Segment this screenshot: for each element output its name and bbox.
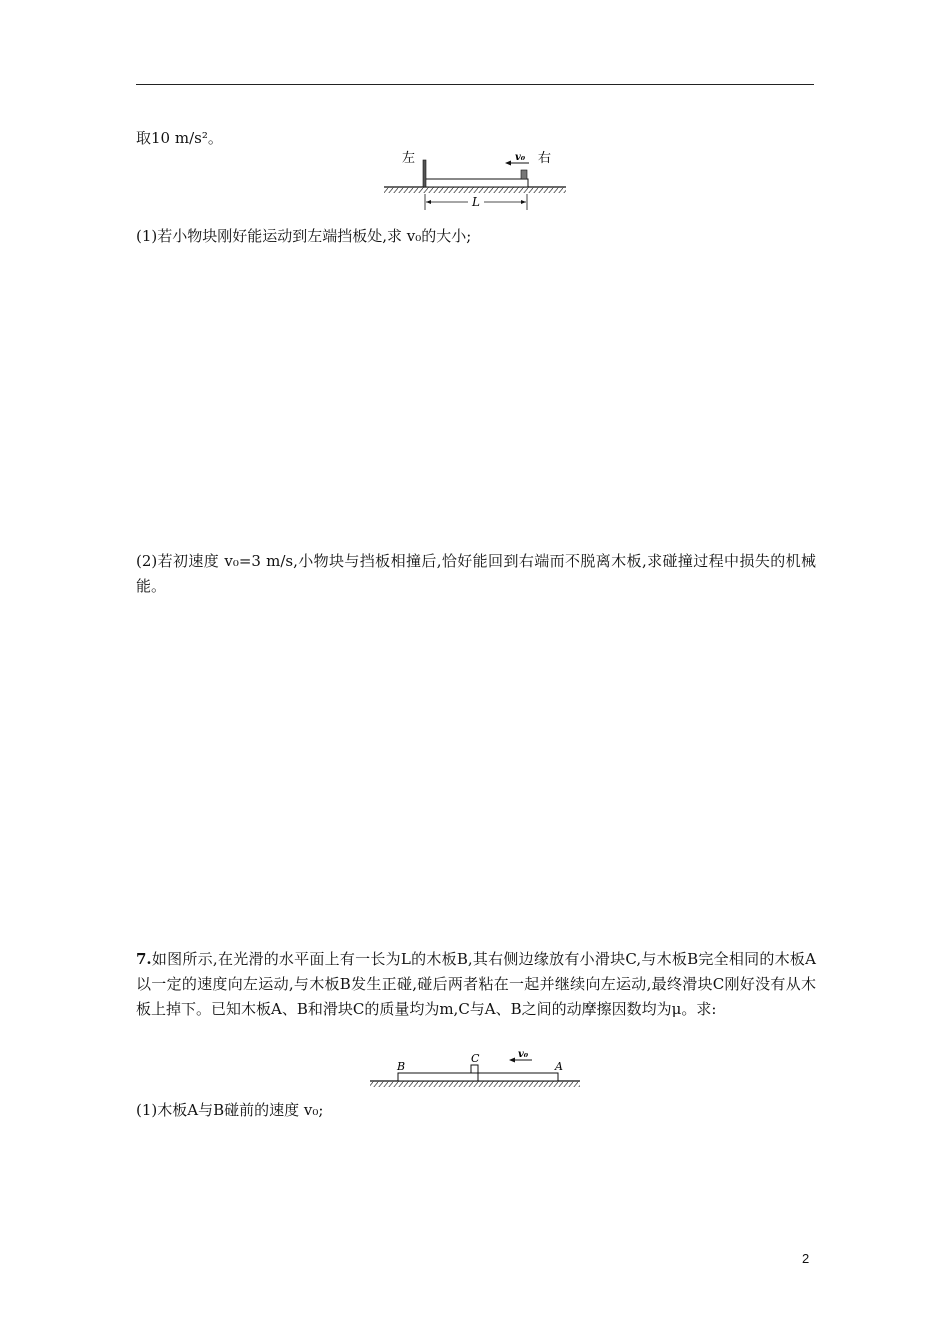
ground-hatching [384, 187, 566, 193]
label-left: 左 [402, 151, 416, 166]
board [424, 179, 528, 187]
q7-part1: (1)木板A与B碰前的速度 v₀; [136, 1101, 324, 1119]
figure-1-board-diagram [378, 146, 568, 212]
velocity-arrowhead [509, 1058, 515, 1063]
q7-number: 7. [136, 950, 152, 968]
label-b: B [397, 1060, 406, 1073]
velocity-label: v₀ [515, 152, 526, 163]
q7-stem-text: 如图所示,在光滑的水平面上有一长为L的木板B,其右侧边缘放有小滑块C,与木板B完全相同的木板A以一定的速度向左运动,与木板B发生正碰,碰后两者粘在一起并继续向左运动,最终滑块C刚好没有从木板上掉下。已知木板A、B和滑块C的质量均为m,C与A、B之间的动摩擦因数均为μ。求: [136, 950, 816, 1018]
ground-hatching [370, 1081, 580, 1087]
velocity-label: v₀ [518, 1049, 529, 1060]
small-block [521, 170, 527, 179]
board-b [398, 1073, 478, 1081]
header-rule [136, 84, 814, 85]
board-a [478, 1073, 558, 1081]
block-c [471, 1065, 478, 1073]
left-barrier [423, 160, 426, 187]
q6-part1: (1)若小物块刚好能运动到左端挡板处,求 v₀的大小; [136, 227, 472, 245]
q7-stem [136, 947, 816, 1022]
label-right: 右 [538, 151, 552, 166]
intro-text: 取10 m/s²。 [136, 129, 223, 147]
length-label: L [472, 195, 480, 209]
figure-2-boards-diagram [368, 1046, 584, 1092]
velocity-arrowhead [505, 161, 511, 166]
q6-part2: (2)若初速度 v₀=3 m/s,小物块与挡板相撞后,恰好能回到右端而不脱离木板,求碰撞过程中损失的机械能。 [136, 552, 816, 595]
page-number: 2 [802, 1251, 810, 1266]
label-c: C [471, 1052, 480, 1065]
label-a: A [555, 1060, 563, 1073]
